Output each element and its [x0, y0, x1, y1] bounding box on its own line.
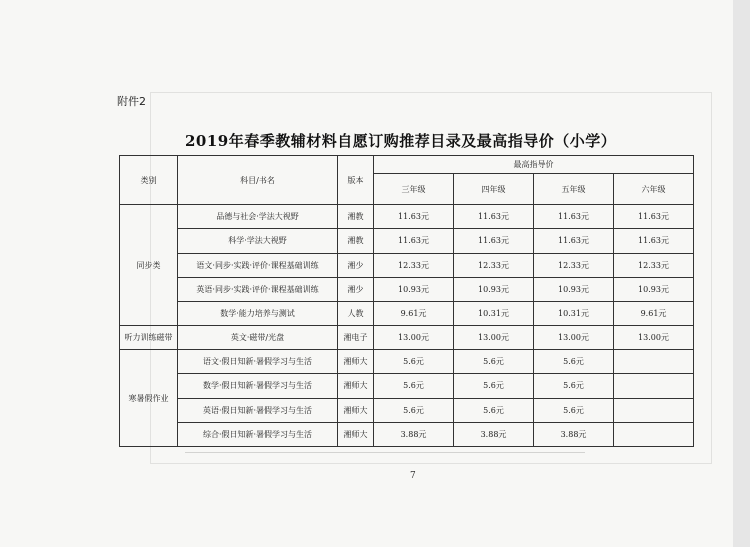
price-cell: 10.31元: [454, 301, 534, 325]
price-cell: 12.33元: [374, 253, 454, 277]
price-cell: 5.6元: [374, 398, 454, 422]
price-cell: 3.88元: [454, 422, 534, 446]
table-row: [120, 229, 694, 253]
document-title: 2019年春季教辅材料自愿订购推荐目录及最高指导价（小学）: [185, 132, 617, 150]
price-cell: 5.6元: [454, 350, 534, 374]
price-cell: 3.88元: [534, 422, 614, 446]
header-grade-6: 六年级: [614, 174, 694, 205]
category-cell: 寒暑假作业: [120, 350, 178, 447]
table-row: [120, 301, 694, 325]
price-cell: 5.6元: [454, 398, 534, 422]
subject-cell: 语文·假日知新·暑假学习与生活: [178, 350, 338, 374]
price-cell: [614, 350, 694, 374]
price-cell: [614, 374, 694, 398]
price-cell: 12.33元: [534, 253, 614, 277]
edition-cell: 湘师大: [338, 350, 374, 374]
price-cell: 11.63元: [374, 205, 454, 229]
edition-cell: 人教: [338, 301, 374, 325]
annex-label: 附件2: [117, 95, 146, 108]
price-cell: 11.63元: [614, 205, 694, 229]
table-row: [120, 350, 694, 374]
subject-cell: 科学·学法大视野: [178, 229, 338, 253]
header-grade-4: 四年级: [454, 174, 534, 205]
subject-cell: 语文·同步·实践·评价·课程基础训练: [178, 253, 338, 277]
price-cell: 9.61元: [374, 301, 454, 325]
subject-cell: 英语·假日知新·暑假学习与生活: [178, 398, 338, 422]
price-cell: 5.6元: [534, 398, 614, 422]
subject-cell: 品德与社会·学法大视野: [178, 205, 338, 229]
price-cell: 13.00元: [374, 326, 454, 350]
price-cell: 13.00元: [614, 326, 694, 350]
table-row: [120, 422, 694, 446]
price-cell: 9.61元: [614, 301, 694, 325]
edition-cell: 湘电子: [338, 326, 374, 350]
price-table: [119, 155, 694, 447]
price-cell: 12.33元: [614, 253, 694, 277]
price-cell: 11.63元: [454, 205, 534, 229]
edition-cell: 湘师大: [338, 422, 374, 446]
edition-cell: 湘师大: [338, 374, 374, 398]
header-edition: 版本: [338, 156, 374, 205]
table-header-row: [120, 156, 694, 174]
price-cell: 10.93元: [454, 277, 534, 301]
edition-cell: 湘少: [338, 277, 374, 301]
price-cell: 10.93元: [614, 277, 694, 301]
price-cell: 12.33元: [454, 253, 534, 277]
subject-cell: 综合·假日知新·暑假学习与生活: [178, 422, 338, 446]
table-row: [120, 374, 694, 398]
header-grade-3: 三年级: [374, 174, 454, 205]
price-cell: 3.88元: [374, 422, 454, 446]
price-cell: 13.00元: [454, 326, 534, 350]
table-row: [120, 205, 694, 229]
subject-cell: 数学·能力培养与测试: [178, 301, 338, 325]
price-cell: [614, 422, 694, 446]
price-cell: 5.6元: [454, 374, 534, 398]
subject-cell: 英语·同步·实践·评价·课程基础训练: [178, 277, 338, 301]
page-edge: [733, 0, 750, 547]
price-cell: 5.6元: [374, 374, 454, 398]
price-cell: 11.63元: [614, 229, 694, 253]
header-category: 类别: [120, 156, 178, 205]
table-row: [120, 398, 694, 422]
price-cell: 10.93元: [534, 277, 614, 301]
price-cell: 10.31元: [534, 301, 614, 325]
price-cell: 13.00元: [534, 326, 614, 350]
subject-cell: 数学·假日知新·暑假学习与生活: [178, 374, 338, 398]
header-subject: 科目/书名: [178, 156, 338, 205]
edition-cell: 湘少: [338, 253, 374, 277]
price-cell: 5.6元: [534, 374, 614, 398]
price-cell: 11.63元: [534, 229, 614, 253]
table-row: [120, 326, 694, 350]
page-number: 7: [410, 471, 416, 481]
price-cell: 5.6元: [534, 350, 614, 374]
price-cell: 11.63元: [454, 229, 534, 253]
price-cell: 5.6元: [374, 350, 454, 374]
category-cell: 同步类: [120, 205, 178, 326]
price-cell: 11.63元: [534, 205, 614, 229]
edition-cell: 湘教: [338, 205, 374, 229]
table-row: [120, 277, 694, 301]
category-cell: 听力训练磁带: [120, 326, 178, 350]
price-cell: [614, 398, 694, 422]
bleed-through-caption: [185, 452, 585, 471]
header-grade-5: 五年级: [534, 174, 614, 205]
price-cell: 10.93元: [374, 277, 454, 301]
header-max-price: 最高指导价: [374, 156, 694, 174]
edition-cell: 湘师大: [338, 398, 374, 422]
price-cell: 11.63元: [374, 229, 454, 253]
edition-cell: 湘教: [338, 229, 374, 253]
subject-cell: 英文·磁带/光盘: [178, 326, 338, 350]
table-row: [120, 253, 694, 277]
